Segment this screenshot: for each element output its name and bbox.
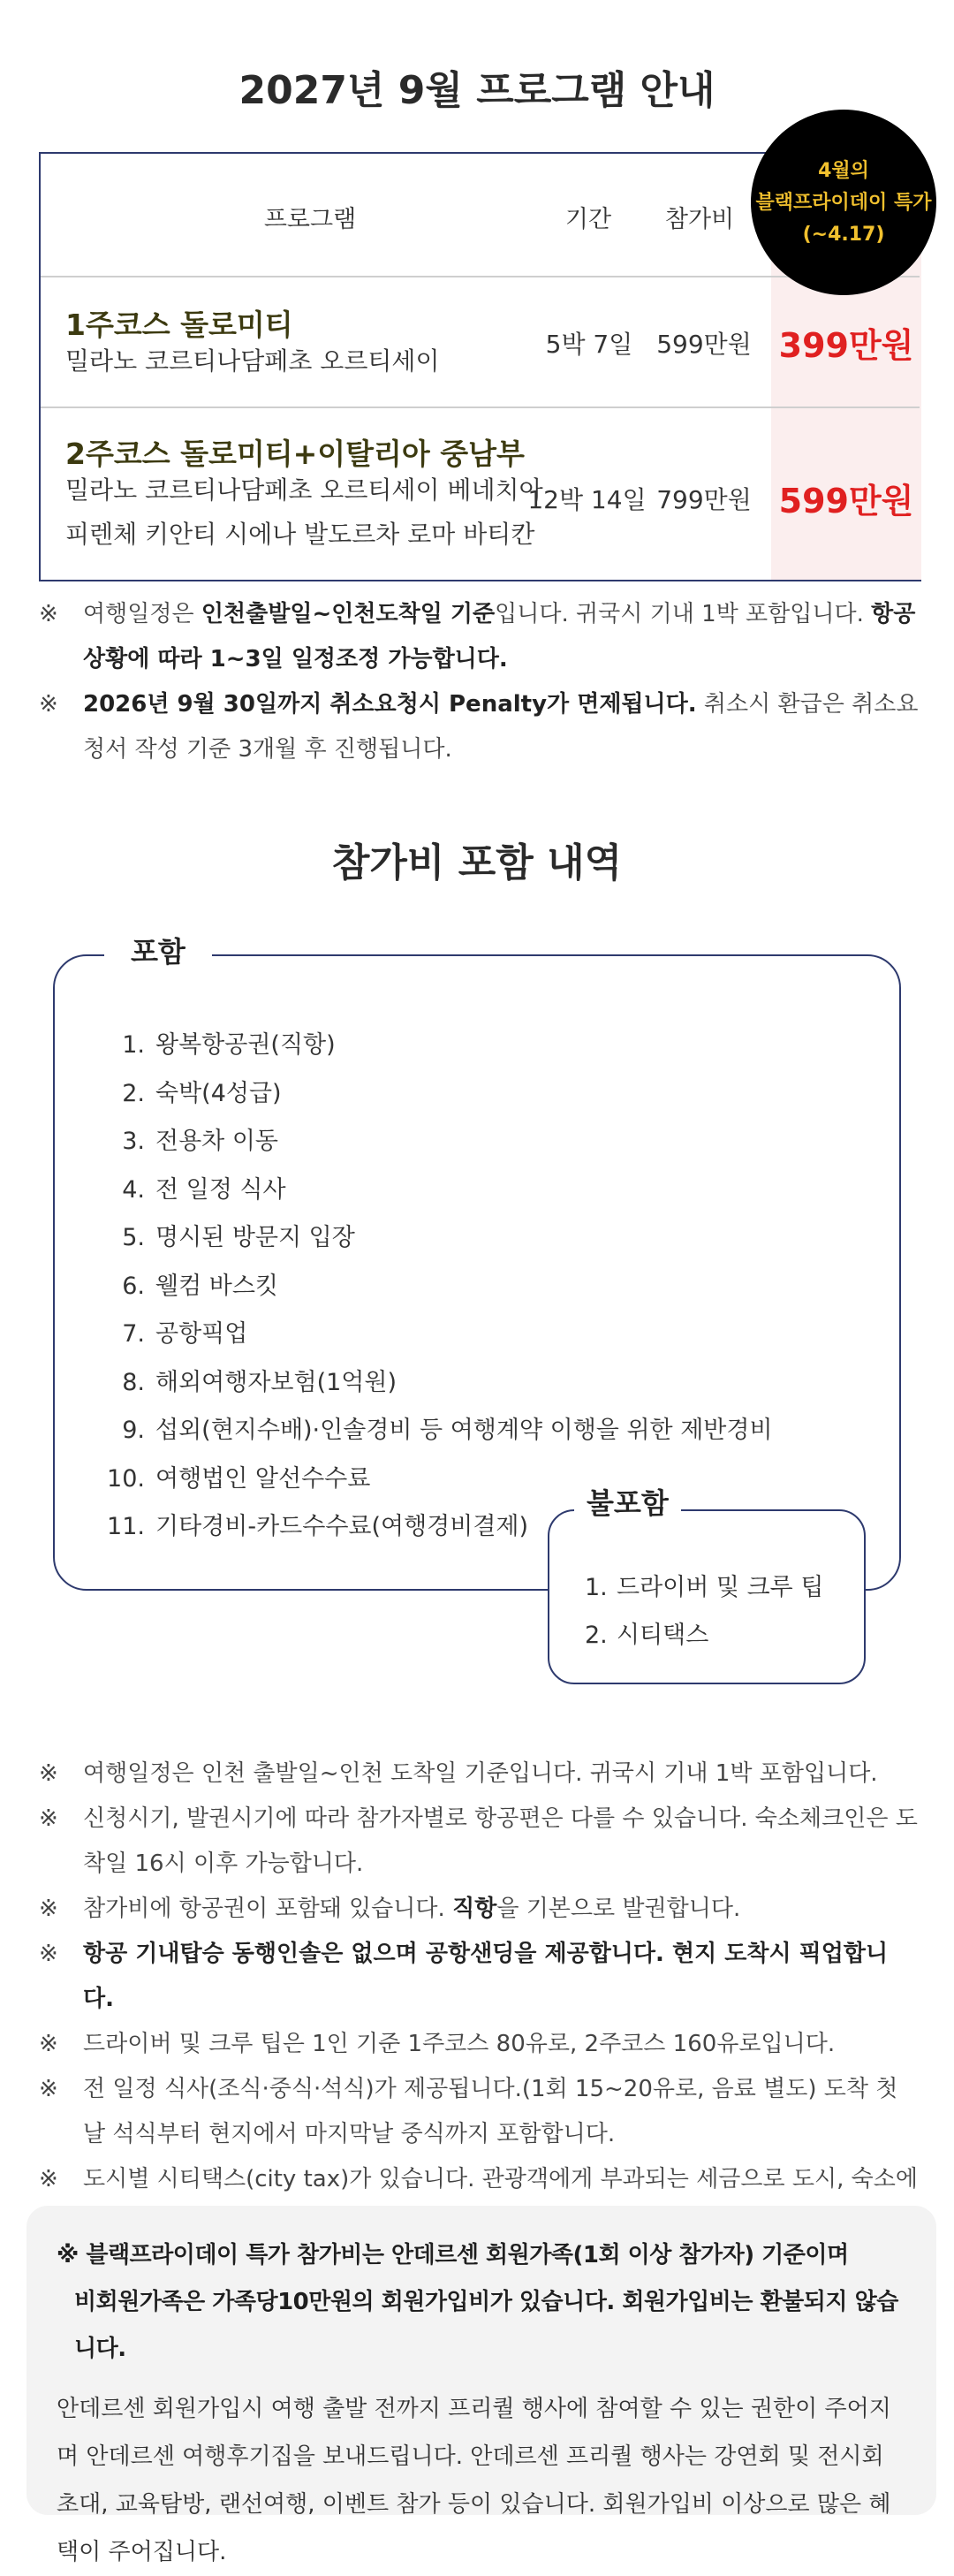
header-period: 기간 — [564, 206, 612, 233]
course-period: 12박 14일 — [527, 485, 647, 514]
list-item — [585, 1564, 823, 1612]
item-number: 9. — [122, 1417, 145, 1444]
note-item — [39, 682, 919, 772]
note-item — [39, 1887, 919, 1932]
list-item — [104, 1407, 773, 1455]
item-text: 섭외(현지수배)·인솔경비 등 여행계약 이행을 위한 제반경비 — [155, 1417, 773, 1444]
membership-headline: ※ 블랙프라이데이 특가 참가비는 안데르센 회원가족(1회 이상 참가자) 기준이며 — [57, 2242, 849, 2268]
course-name: 1주코스 돌로미티 — [65, 308, 293, 342]
badge-line: 4월의 — [818, 160, 869, 182]
course-fee: 599만원 — [656, 330, 752, 359]
item-text: 공항픽업 — [155, 1320, 248, 1348]
special-price: 599만원 — [778, 482, 914, 521]
note-emphasis: 2026년 9월 30일까지 취소요청시 Penalty가 면제됩니다. — [83, 691, 697, 718]
course-period: 5박 7일 — [545, 330, 633, 359]
list-item — [585, 1612, 823, 1660]
header-fee: 참가비 — [664, 206, 735, 233]
note-item — [39, 1932, 919, 2022]
item-number: 8. — [122, 1368, 145, 1396]
course-name: 2주코스 돌로미티+이탈리아 중남부 — [65, 437, 525, 471]
note-text: 여행일정은 — [83, 601, 201, 627]
item-number: 5. — [122, 1224, 145, 1251]
item-number: 2. — [122, 1079, 145, 1107]
reference-mark: ※ — [39, 2166, 58, 2192]
special-price: 399만원 — [778, 326, 914, 365]
note-emphasis: 인천출발일~인천도착일 기준 — [201, 601, 496, 627]
item-text: 전용차 이동 — [155, 1128, 278, 1155]
list-item — [104, 1022, 773, 1070]
reference-mark: ※ — [39, 2031, 58, 2057]
note-emphasis: 항공상황에 따라 1~3일 일정조정 가능합니다. — [83, 601, 916, 672]
item-text: 왕복항공권(직항) — [155, 1031, 336, 1059]
list-item — [104, 1311, 773, 1359]
course-cities: 밀라노 코르티나담페초 오르티세이 — [65, 346, 440, 376]
list-item — [104, 1166, 773, 1215]
item-text: 기타경비-카드수수료(여행경비결제) — [155, 1513, 529, 1540]
course-cities: 피렌체 키안티 시에나 발도르차 로마 바티칸 — [65, 520, 535, 549]
note-text: 전 일정 식사(조식·중식·석식)가 제공됩니다.(1회 15~20유로, 음료 별도) 도착 첫날 석식부터 현지에서 마지막날 중식까지 포함합니다. — [83, 2076, 898, 2147]
item-text: 숙박(4성급) — [155, 1079, 282, 1107]
note-text: 드라이버 및 크루 팁은 1인 기준 1주코스 80유로, 2주코스 160유로입니다. — [83, 2031, 836, 2057]
excluded-label: 불포함 — [574, 1481, 681, 1525]
reference-mark: ※ — [39, 1805, 58, 1832]
note-text: 여행일정은 인천 출발일~인천 도착일 기준입니다. 귀국시 기내 1박 포함입니다. — [83, 1760, 878, 1787]
item-number: 10. — [107, 1464, 145, 1493]
item-number: 11. — [107, 1513, 145, 1540]
reference-mark: ※ — [39, 601, 58, 627]
item-number: 3. — [122, 1128, 145, 1155]
membership-description: 안데르센 회원가입시 여행 출발 전까지 프리퀄 행사에 참여할 수 있는 권한이 주어지며 안데르센 여행후기집을 보내드립니다. 안데르센 프리퀄 행사는 강연회 및 전시회 초대, 교육탐방, 랜선여행, 이벤트 참가 등이 있습니다. 회원가입비 이상으로 많은 혜택이 주어집니다. — [57, 2396, 891, 2565]
note-text: 도시별 시티택스(city tax)가 있습니다. 관광객에게 부과되는 세금으로 도시, 숙소에 — [83, 2166, 919, 2192]
badge-line: 블랙프라이데이 특가 — [755, 192, 932, 214]
item-text: 해외여행자보험(1억원) — [155, 1368, 397, 1396]
item-text: 명시된 방문지 입장 — [155, 1224, 355, 1251]
note-text: 취소시 환급은 취소요청서 작성 기준 3개월 후 진행됩니다. — [83, 691, 919, 763]
schedule-notes — [39, 592, 919, 772]
item-number: 6. — [122, 1272, 145, 1300]
item-text: 드라이버 및 크루 팁 — [617, 1574, 824, 1601]
item-text: 시티택스 — [617, 1622, 709, 1649]
reference-mark: ※ — [39, 1896, 58, 1922]
list-item — [104, 1070, 773, 1119]
list-item — [104, 1118, 773, 1166]
note-text: 신청시기, 발권시기에 따라 참가자별로 항공편은 다를 수 있습니다. 숙소체크인은 도착일 16시 이후 가능합니다. — [83, 1805, 918, 1877]
item-text: 여행법인 알선수수료 — [155, 1464, 371, 1493]
list-item — [104, 1263, 773, 1311]
note-text: 을 기본으로 발권합니다. — [496, 1896, 741, 1922]
reference-mark: ※ — [39, 2076, 58, 2102]
note-item — [39, 2067, 919, 2157]
membership-headline: 비회원가족은 가족당10만원의 회원가입비가 있습니다. 회원가입비는 환불되지 않습니다. — [74, 2289, 898, 2362]
note-item — [39, 2022, 919, 2067]
list-item — [104, 1359, 773, 1408]
note-item — [39, 1752, 919, 1797]
included-list — [104, 1022, 773, 1552]
item-number: 2. — [585, 1622, 608, 1649]
item-number: 7. — [122, 1320, 145, 1348]
excluded-list — [585, 1564, 823, 1660]
badge-line: (~4.17) — [802, 224, 885, 246]
header-program: 프로그램 — [263, 206, 357, 233]
reference-mark: ※ — [39, 1941, 58, 1967]
membership-notice — [26, 2206, 936, 2565]
page-title: 2027년 9월 프로그램 안내 — [238, 68, 716, 113]
note-emphasis: 직항 — [452, 1896, 497, 1922]
table-divider — [41, 407, 920, 408]
note-item — [39, 1797, 919, 1887]
item-text: 전 일정 식사 — [155, 1175, 286, 1204]
note-item — [39, 592, 919, 682]
item-number: 1. — [122, 1031, 145, 1059]
black-friday-badge — [751, 110, 936, 295]
travel-notes — [39, 1752, 919, 2247]
item-number: 4. — [122, 1175, 145, 1204]
note-text: 입니다. 귀국시 기내 1박 포함입니다. — [495, 601, 872, 627]
section-title-included: 참가비 포함 내역 — [331, 840, 623, 885]
reference-mark: ※ — [39, 1760, 58, 1787]
note-text: 참가비에 항공권이 포함돼 있습니다. — [83, 1896, 453, 1922]
note-emphasis: 항공 기내탑승 동행인솔은 없으며 공항샌딩을 제공합니다. 현지 도착시 픽업합니다. — [83, 1941, 889, 2012]
list-item — [104, 1214, 773, 1263]
item-text: 웰컴 바스킷 — [155, 1272, 278, 1300]
course-cities: 밀라노 코르티나담페초 오르티세이 베네치아 — [65, 475, 543, 505]
included-label: 포함 — [104, 930, 212, 974]
course-fee: 799만원 — [656, 485, 752, 514]
item-number: 1. — [585, 1574, 608, 1601]
reference-mark: ※ — [39, 691, 58, 718]
